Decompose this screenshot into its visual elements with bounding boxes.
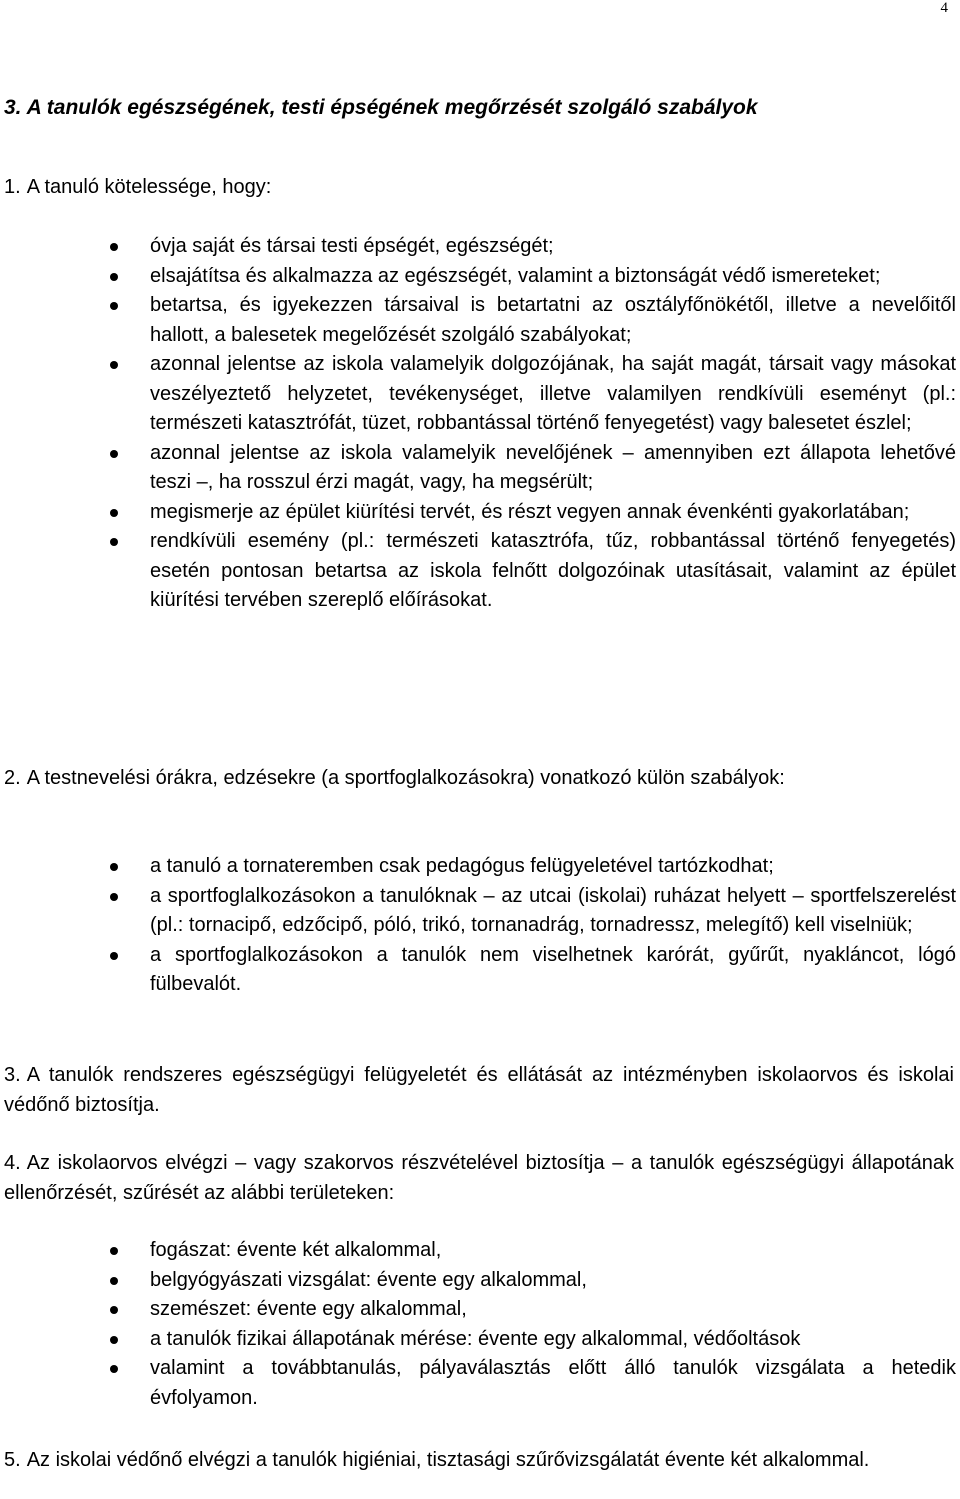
- list-item-text: a sportfoglalkozásokon a tanulóknak ‒ az utcai (iskolai) ruházat helyett ‒ sportfelszerelést (pl.: tornacipő, edzőcipő, póló, trikó, tornanadrág, tornadressz, melegítő) kell viselniük;: [150, 884, 956, 936]
- section-number: 1.: [4, 176, 21, 198]
- list-item-text: valamint a továbbtanulás, pályaválasztás előtt álló tanulók vizsgálata a hetedik évfolyamon.: [150, 1357, 956, 1409]
- section-1-intro: [4, 172, 954, 202]
- bullet-icon: [110, 243, 118, 251]
- section-text: A tanuló kötelessége, hogy:: [26, 176, 272, 198]
- section-2-intro: [4, 763, 954, 793]
- list-item-text: fogászat: évente két alkalommal,: [150, 1239, 442, 1261]
- list-item: [0, 1325, 956, 1355]
- bullet-icon: [110, 361, 118, 369]
- list-item-text: a tanulók fizikai állapotának mérése: évente egy alkalommal, védőoltások: [150, 1327, 801, 1350]
- list-item: [0, 1236, 956, 1266]
- section-1-list: [0, 232, 956, 616]
- list-item-text: rendkívüli esemény (pl.: természeti katasztrófa, tűz, robbantással történő fenyegetés) esetén pontosan betartsa az iskola felnőtt dolgozóinak utasításait, valamint az épület kiürítési tervében szereplő előírásokat.: [150, 530, 956, 611]
- list-item: [0, 291, 956, 350]
- bullet-icon: [110, 302, 118, 310]
- list-item: [0, 262, 956, 292]
- bullet-icon: [110, 1306, 118, 1314]
- list-item-text: azonnal jelentse az iskola valamelyik nevelőjének ‒ amennyiben ezt állapota lehetővé teszi ‒, ha rosszul érzi magát, vagy, ha megsérült;: [150, 441, 956, 493]
- list-item-text: óvja saját és társai testi épségét, egészségét;: [150, 235, 554, 257]
- list-item: [0, 941, 956, 1000]
- list-item: [0, 1266, 956, 1296]
- bullet-icon: [110, 952, 118, 960]
- list-item-text: a sportfoglalkozásokon a tanulók nem viselhetnek karórát, gyűrűt, nyakláncot, lógó fülbevalót.: [150, 943, 956, 995]
- section-3-paragraph: [4, 1060, 954, 1120]
- section-text: Az iskolai védőnő elvégzi a tanulók higiéniai, tisztasági szűrővizsgálatát évente két alkalommal.: [26, 1449, 870, 1471]
- section-number: 3.: [4, 1064, 21, 1086]
- section-4-list: [0, 1236, 956, 1413]
- list-item: [0, 350, 956, 439]
- list-item: [0, 527, 956, 616]
- bullet-icon: [110, 893, 118, 901]
- section-number: 2.: [4, 767, 21, 789]
- list-item: [0, 1354, 956, 1413]
- bullet-icon: [110, 450, 118, 458]
- page-number: 4: [940, 0, 948, 16]
- list-item: [0, 882, 956, 941]
- bullet-icon: [110, 863, 118, 871]
- page-title: 3. A tanulók egészségének, testi épségének megőrzését szolgáló szabályok: [4, 96, 758, 119]
- list-item-text: elsajátítsa és alkalmazza az egészségét, valamint a biztonságát védő ismereteket;: [150, 264, 881, 287]
- section-text: Az iskolaorvos elvégzi ‒ vagy szakorvos részvételével biztosítja ‒ a tanulók egészségügyi állapotának ellenőrzését, szűrését az alábbi területeken:: [4, 1152, 954, 1204]
- bullet-icon: [110, 1365, 118, 1373]
- bullet-icon: [110, 273, 118, 281]
- bullet-icon: [110, 1336, 118, 1344]
- list-item-text: szemészet: évente egy alkalommal,: [150, 1298, 467, 1320]
- section-2-list: [0, 852, 956, 1000]
- list-item: [0, 498, 956, 528]
- section-4-intro: [4, 1148, 954, 1208]
- section-text: A tanulók rendszeres egészségügyi felügyeletét és ellátását az intézményben iskolaorvos és iskolai védőnő biztosítja.: [4, 1064, 954, 1116]
- bullet-icon: [110, 538, 118, 546]
- bullet-icon: [110, 1277, 118, 1285]
- list-item: [0, 852, 956, 882]
- section-5-paragraph: [4, 1445, 954, 1475]
- list-item-text: a tanuló a tornateremben csak pedagógus felügyeletével tartózkodhat;: [150, 855, 774, 877]
- bullet-icon: [110, 509, 118, 517]
- list-item: [0, 232, 956, 262]
- list-item-text: betartsa, és igyekezzen társaival is betartatni az osztályfőnökétől, illetve a nevelőitől hallott, a balesetek megelőzését szolgáló szabályokat;: [150, 294, 956, 346]
- list-item-text: belgyógyászati vizsgálat: évente egy alkalommal,: [150, 1268, 587, 1291]
- section-number: 5.: [4, 1449, 21, 1471]
- list-item: [0, 1295, 956, 1325]
- section-text: A testnevelési órákra, edzésekre (a sportfoglalkozásokra) vonatkozó külön szabályok:: [26, 767, 785, 789]
- list-item-text: megismerje az épület kiürítési tervét, és részt vegyen annak évenkénti gyakorlatában;: [150, 500, 910, 523]
- list-item-text: azonnal jelentse az iskola valamelyik dolgozójának, ha saját magát, társait vagy másokat veszélyeztető helyzetet, tevékenységet, illetve valamilyen rendkívüli eseményt (pl.: természeti katasztrófát, tüzet, robbantással történő fenyegetést) vagy balesetet észlel;: [150, 353, 956, 434]
- bullet-icon: [110, 1247, 118, 1255]
- list-item: [0, 439, 956, 498]
- section-number: 4.: [4, 1152, 21, 1174]
